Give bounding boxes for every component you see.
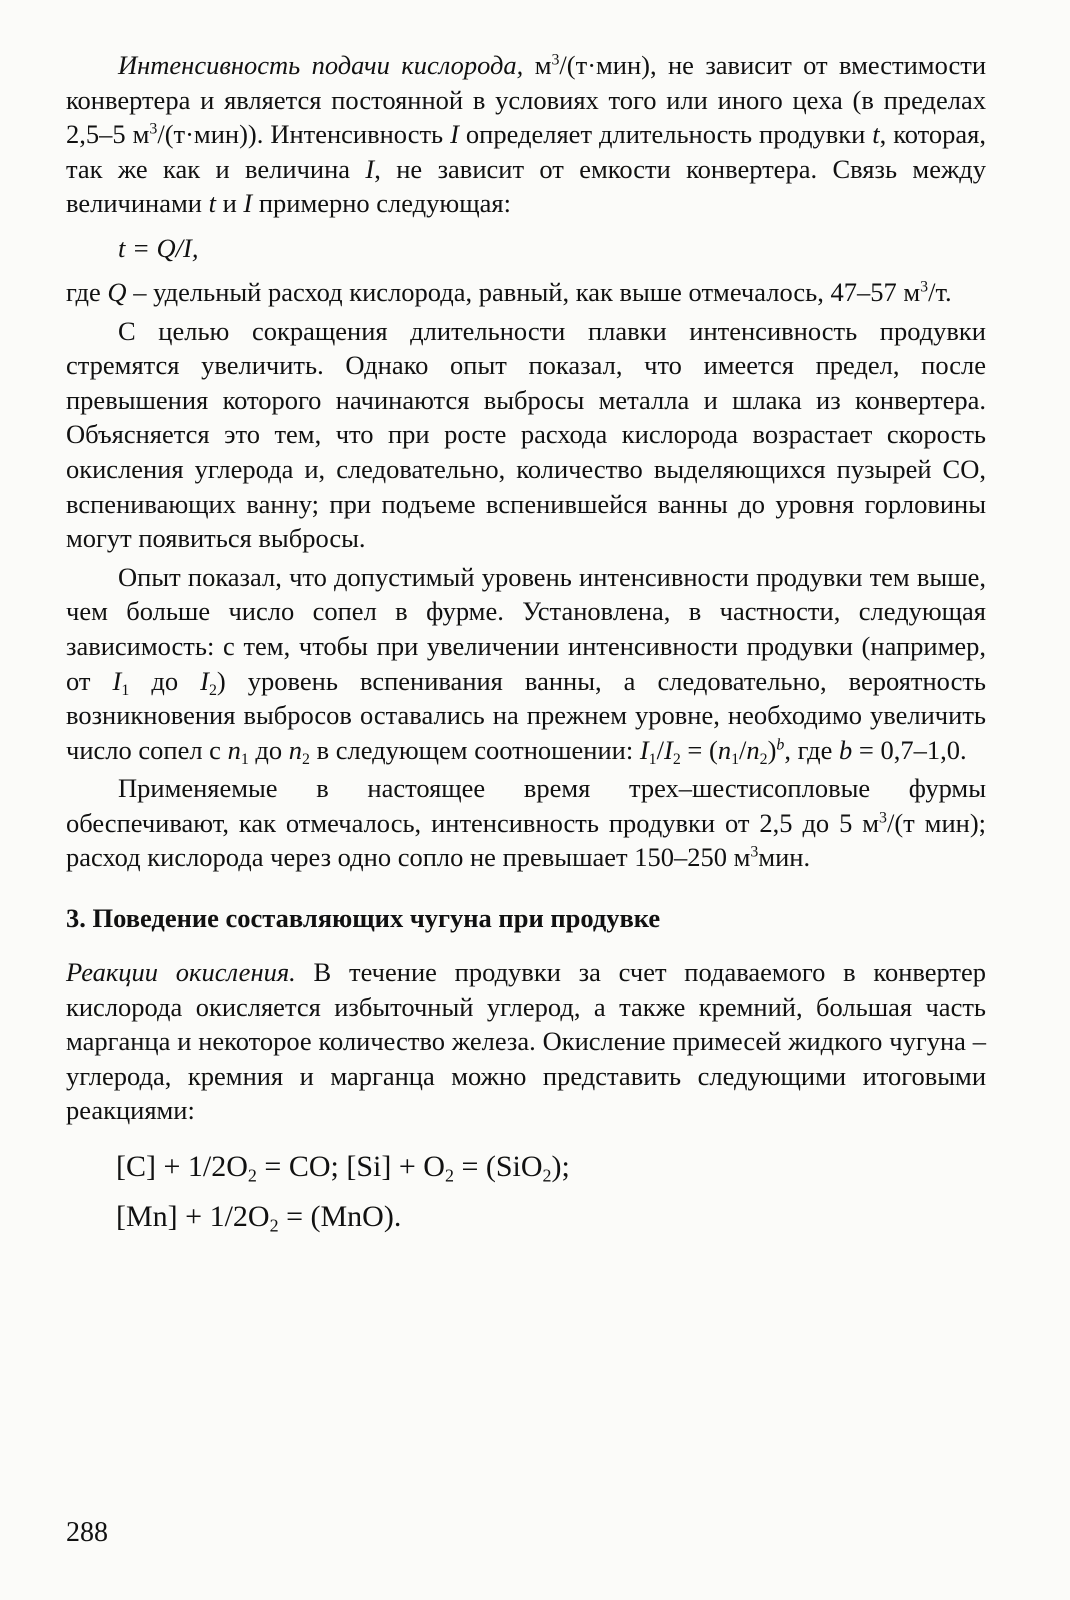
paragraph-oxidation-reactions: Реакции окисления. В течение продувки за счет подаваемого в конвертер кислорода окисляется избыточный углерод, а также кремний, большая часть марганца и некоторое количество железа. Окисление примесей жидкого чугуна – углерода, кремния и марганца можно представить следующими итоговыми реакциями: xyxy=(66,957,986,1126)
equation-c-si: $[C] + 1/2O_2$ = CO; $[Si] + O_2 = (SiO_2)$; xyxy=(116,1150,570,1186)
paragraph-specific-consumption: где Q – удельный расход кислорода, равный, как выше отмечалось, 47–57 $м^3/т$. xyxy=(66,276,952,307)
term-oxidation-reactions: Реакции окисления. xyxy=(66,957,296,988)
equation-mn: $[Mn] + 1/2O_2 = (MnO)$. xyxy=(116,1200,402,1236)
paragraph-oxygen-intensity: Интенсивность подачи кислорода, $м^3/(т\cdot мин)$, не зависит от вместимости конвертера и является постоянной в условиях того или иного цеха (в пределах 2,5–5 $м^3/(т\cdot мин)$). Интенсивность I определяет длительность продувки t, которая, так же как и величина I, не зависит от емкости конвертера. Связь между величинами t и I примерно следующая: xyxy=(66,50,986,219)
section-heading: 3. Поведение составляющих чугуна при продувке xyxy=(66,903,661,934)
formula-blow-time: t = Q/I, xyxy=(118,232,199,263)
paragraph-ejections: С целью сокращения длительности плавки интенсивность продувки стремятся увеличить. Однако опыт показал, что имеется предел, после превышения которого начинаются выбросы металла и шлака из конвертера. Объясняется это тем, что при росте расхода кислорода возрастает скорость окисления углерода и, следовательно, количество выделяющихся пузырей СО, вспенивающих ванну; при подъеме вспенившейся ванны до уровня горловины могут появиться выбросы. xyxy=(66,315,986,554)
paragraph-lance-nozzles: Применяемые в настоящее время трех–шестисопловые фурмы обеспечивают, как отмечалось, интенсивность продувки от 2,5 до 5 $м^3/(т$ мин); расход кислорода через одно сопло не превышает 150–250 $м^3мин$. xyxy=(66,773,987,873)
formula-nozzle-ratio: $I_1/I_2 = (n_1/n_2)^b$ xyxy=(639,734,785,768)
page-number: 288 xyxy=(66,1517,108,1548)
text-block xyxy=(66,48,986,1242)
term-oxygen-intensity: Интенсивность подачи кислорода, xyxy=(118,50,524,80)
paragraph-nozzles: Опыт показал, что допустимый уровень интенсивности продувки тем выше, чем больше число сопел в фурме. Установлена, в частности, следующая зависимость: с тем, чтобы при увеличении интенсивности продувки (например, от $I_1$ до $I_2$) уровень вспенивания ванны, а следовательно, вероятность возникновения выбросов оставались на прежнем уровне, необходимо увеличить число сопел с $n_1$ до $n_2$ в следующем соотношении: $I_1/I_2 = (n_1/n_2)^b$, где b = 0,7–1,0. xyxy=(66,561,987,768)
